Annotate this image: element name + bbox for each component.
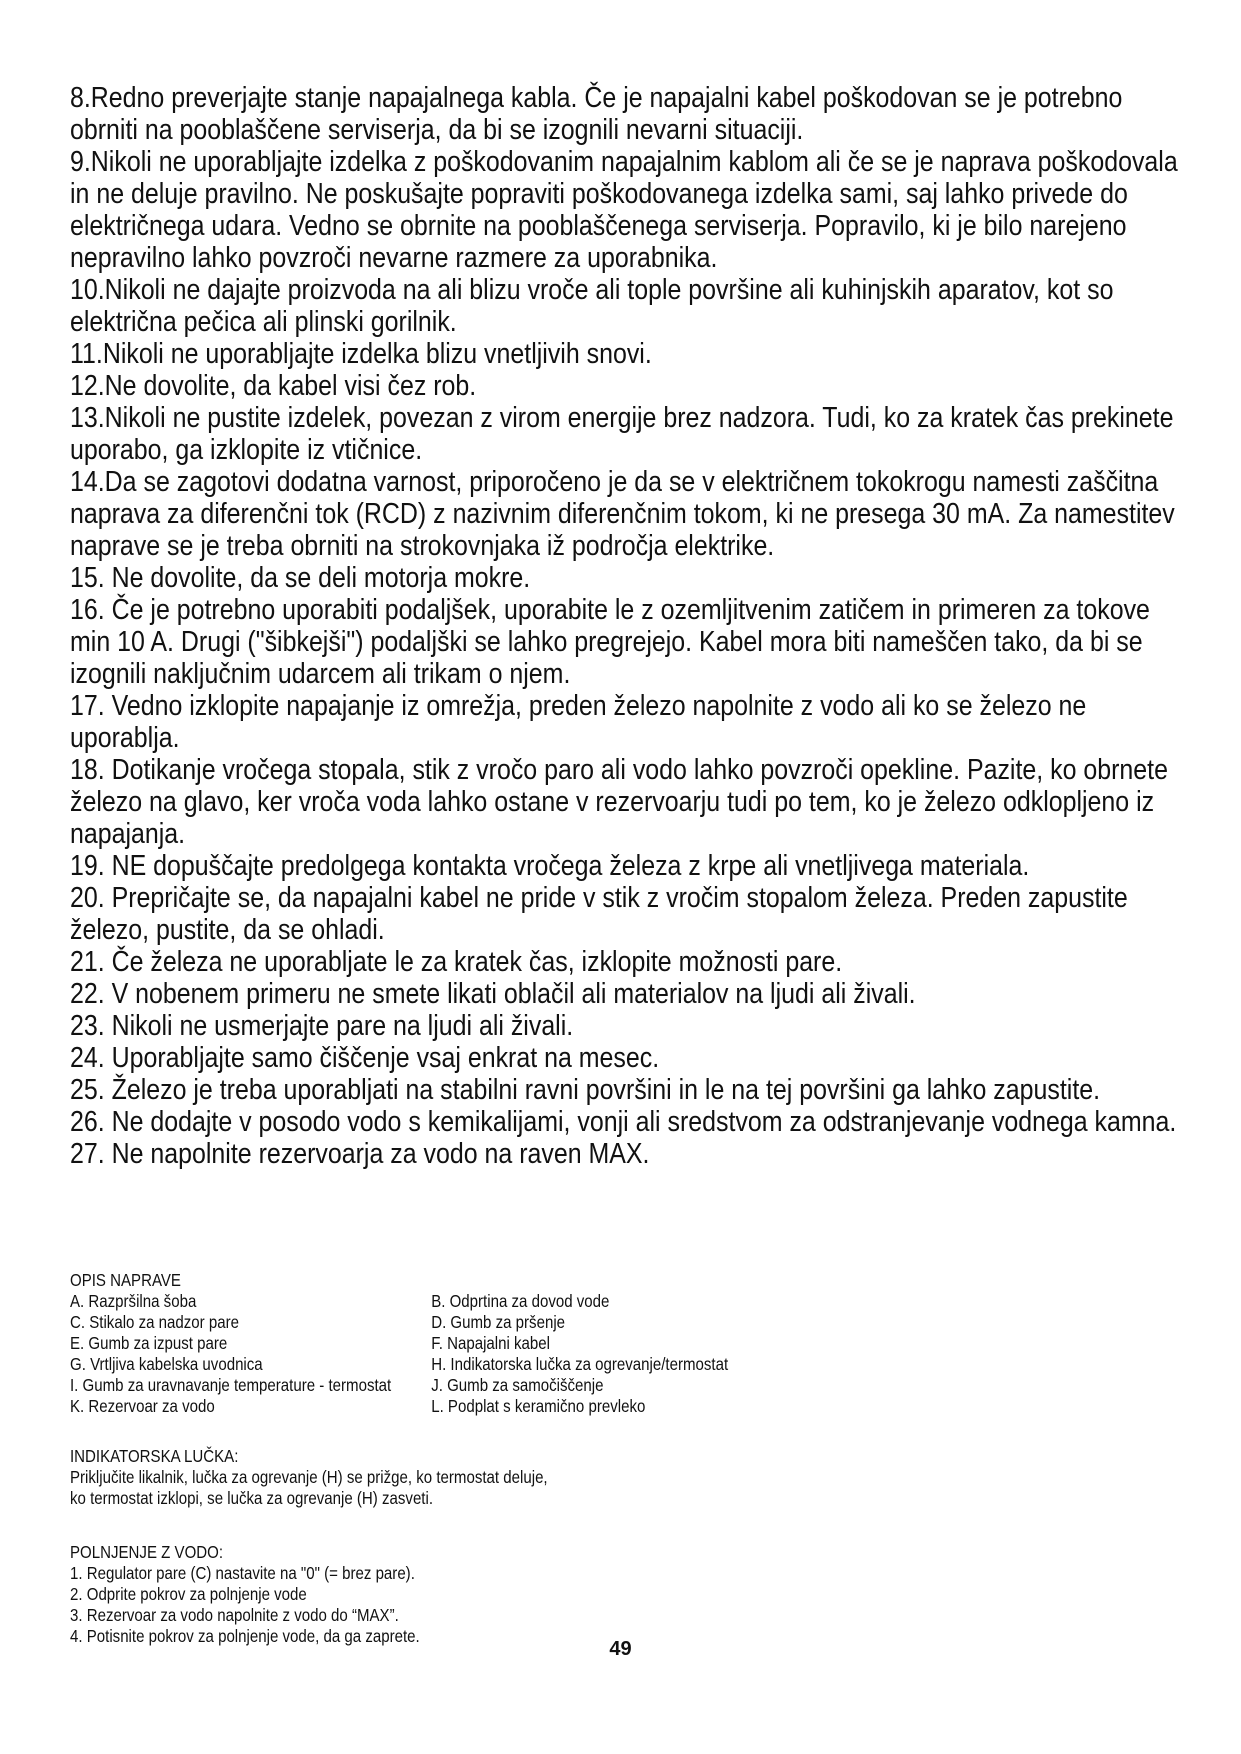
filling-step: 4. Potisnite pokrov za polnjenje vode, da ga zaprete. xyxy=(70,1626,420,1646)
instruction-item: 13.Nikoli ne pustite izdelek, povezan z virom energije brez nadzora. Tudi, ko za kratek čas prekinete uporabo, ga izklopite iz vtičnice. xyxy=(70,402,1174,466)
instruction-item: 27. Ne napolnite rezervoarja za vodo na raven MAX. xyxy=(70,1138,650,1170)
instruction-item: 16. Če je potrebno uporabiti podaljšek, uporabite le z ozemljitvenim zatičem in primeren za tokove min 10 A. Drugi ("šibkejši") podaljški se lahko pregrejejo. Kabel mora biti nameščen tako, da bi se izognili naključnim udarcem ali trikam o njem. xyxy=(70,594,1150,690)
indicator-line: ko termostat izklopi, se lučka za ogrevanje (H) zasveti. xyxy=(70,1488,434,1508)
section-title: POLNJENJE Z VODO: xyxy=(70,1542,224,1562)
instruction-item: 17. Vedno izklopite napajanje iz omrežja, preden železo napolnite z vodo ali ko se železo ne uporablja. xyxy=(70,690,1087,754)
instruction-item: 8.Redno preverjajte stanje napajalnega kabla. Če je napajalni kabel poškodovan se je potrebno obrniti na pooblaščene serviserja, da bi se izognili nevarni situaciji. xyxy=(70,82,1123,146)
part-item: F. Napajalni kabel xyxy=(431,1333,551,1353)
part-item: I. Gumb za uravnavanje temperature - termostat xyxy=(70,1375,392,1395)
instruction-item: 26. Ne dodajte v posodo vodo s kemikalijami, vonji ali sredstvom za odstranjevanje vodnega kamna. xyxy=(70,1106,1177,1138)
instruction-item: 19. NE dopuščajte predolgega kontakta vročega železa z krpe ali vnetljivega materiala. xyxy=(70,850,1030,882)
part-item: G. Vrtljiva kabelska uvodnica xyxy=(70,1354,263,1374)
instruction-item: 10.Nikoli ne dajajte proizvoda na ali blizu vroče ali tople površine ali kuhinjskih aparatov, kot so električna pečica ali plinski gorilnik. xyxy=(70,274,1114,338)
instruction-item: 14.Da se zagotovi dodatna varnost, priporočeno je da se v električnem tokokrogu namesti zaščitna naprava za diferenčni tok (RCD) z nazivnim diferenčnim tokom, ki ne presega 30 mA. Za namestitev naprave se je treba obrniti na strokovnjaka iž področja elektrike. xyxy=(70,466,1175,562)
instruction-list xyxy=(70,82,1179,1170)
part-item: H. Indikatorska lučka za ogrevanje/termostat xyxy=(431,1354,729,1374)
part-item: L. Podplat s keramično prevleko xyxy=(431,1396,646,1416)
part-item: K. Rezervoar za vodo xyxy=(70,1396,215,1416)
instruction-item: 12.Ne dovolite, da kabel visi čez rob. xyxy=(70,370,477,402)
part-item: E. Gumb za izpust pare xyxy=(70,1333,228,1353)
page-number: 49 xyxy=(609,1638,632,1660)
instruction-item: 23. Nikoli ne usmerjajte pare na ljudi ali živali. xyxy=(70,1010,574,1042)
filling-step: 2. Odprite pokrov za polnjenje vode xyxy=(70,1584,307,1604)
instruction-item: 25. Železo je treba uporabljati na stabilni ravni površini in le na tej površini ga lahko zapustite. xyxy=(70,1074,1101,1106)
instruction-item: 9.Nikoli ne uporabljajte izdelka z poškodovanim napajalnim kablom ali če se je naprava poškodovala in ne deluje pravilno. Ne poskušajte popraviti poškodovanega izdelka sami, saj lahko privede do električnega udara. Vedno se obrnite na pooblaščenega serviserja. Popravilo, ki je bilo narejeno nepravilno lahko povzroči nevarne razmere za uporabnika. xyxy=(70,146,1178,274)
indicator-line: Priključite likalnik, lučka za ogrevanje (H) se prižge, ko termostat deluje, xyxy=(70,1467,548,1487)
instruction-item: 15. Ne dovolite, da se deli motorja mokre. xyxy=(70,562,531,594)
instruction-item: 22. V nobenem primeru ne smete likati oblačil ali materialov na ljudi ali živali. xyxy=(70,978,916,1010)
instruction-item: 11.Nikoli ne uporabljajte izdelka blizu vnetljivih snovi. xyxy=(70,338,652,370)
safety-instructions xyxy=(70,82,1180,1170)
device-description xyxy=(70,1270,1179,1417)
section-title: OPIS NAPRAVE xyxy=(70,1270,181,1290)
part-item: D. Gumb za pršenje xyxy=(431,1312,566,1332)
parts-grid xyxy=(70,1291,1179,1417)
instruction-item: 18. Dotikanje vročega stopala, stik z vročo paro ali vodo lahko povzroči opekline. Pazite, ko obrnete železo na glavo, ker vroča voda lahko ostane v rezervoarju tudi po tem, ko je železo odklopljeno iz napajanja. xyxy=(70,754,1168,850)
part-item: A. Razpršilna šoba xyxy=(70,1291,197,1311)
indicator-section xyxy=(70,1446,1179,1509)
filling-section xyxy=(70,1542,1179,1647)
instruction-item: 24. Uporabljajte samo čiščenje vsaj enkrat na mesec. xyxy=(70,1042,660,1074)
filling-step: 1. Regulator pare (C) nastavite na "0" (= brez pare). xyxy=(70,1563,415,1583)
filling-step: 3. Rezervoar za vodo napolnite z vodo do “MAX”. xyxy=(70,1605,399,1625)
part-item: C. Stikalo za nadzor pare xyxy=(70,1312,239,1332)
instruction-item: 21. Če železa ne uporabljate le za kratek čas, izklopite možnosti pare. xyxy=(70,946,843,978)
section-title: INDIKATORSKA LUČKA: xyxy=(70,1446,239,1466)
part-item: B. Odprtina za dovod vode xyxy=(431,1291,610,1311)
instruction-item: 20. Prepričajte se, da napajalni kabel ne pride v stik z vročim stopalom železa. Preden zapustite železo, pustite, da se ohladi. xyxy=(70,882,1128,946)
part-item: J. Gumb za samočiščenje xyxy=(431,1375,604,1395)
